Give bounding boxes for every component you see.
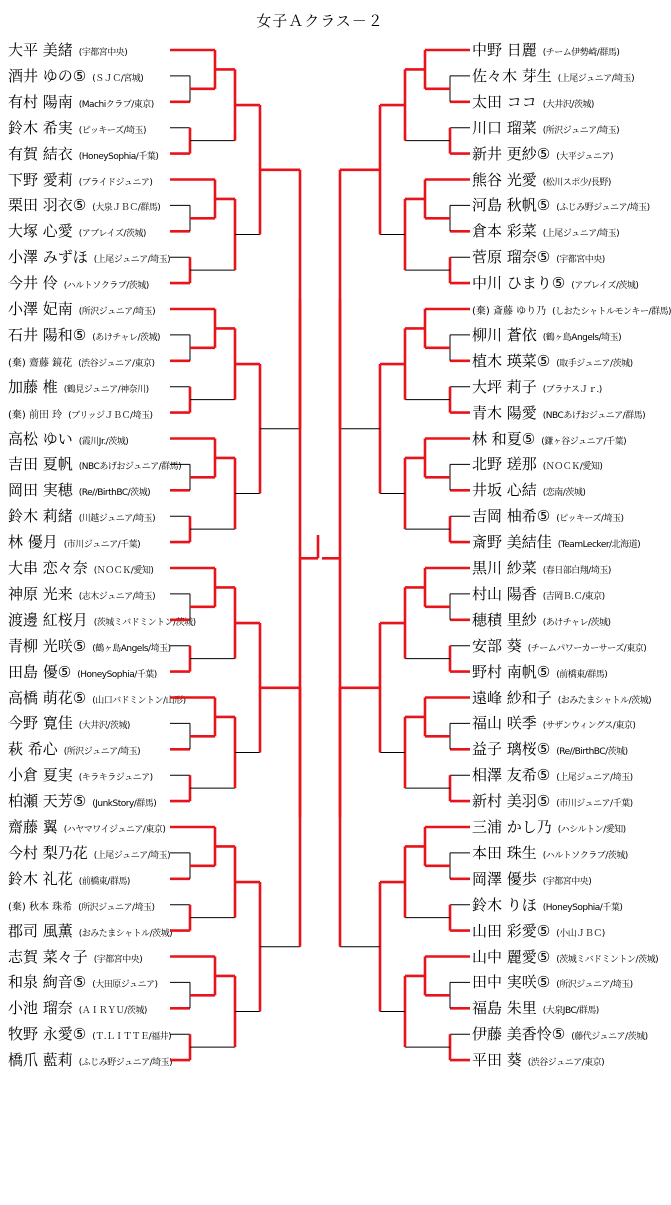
player-club: (小山ＪＢＣ) [556,928,605,939]
player-name: 遠峰 紗和子 [472,688,552,707]
player-name: 加藤 椎 [8,377,58,396]
player-club: (Re//BirthBC/茨城) [78,488,151,499]
player-club: (大井沢/茨城) [542,99,594,110]
player-club: (ＳＪＣ/宮城) [92,73,144,84]
player-name: 鈴木 礼花 [8,869,73,888]
player-club: (大田原ジュニア) [92,980,158,991]
player-name: 野村 南帆⑤ [472,662,551,681]
player-club: (恋南/茨城) [542,488,586,499]
player-club: (上尾ジュニア/埼玉) [556,773,633,784]
player-club: (NBCあげおジュニア/群馬) [542,410,646,421]
player-name: 伊藤 美香怜⑤ [472,1025,566,1044]
player-club: (チームパワーカーサーズ/東京) [527,643,647,654]
player-club: (茨城ミバドミントン/茨城) [556,954,659,965]
player-name: 吉田 夏帆 [8,455,73,474]
player-name: 柏瀬 天芳⑤ [8,792,87,811]
player-name: 井坂 心結 [472,481,537,500]
player-name: 青柳 光咲⑤ [8,636,87,655]
player-club: (アブレイズ/茨城) [78,229,146,240]
player-name: 山田 彩愛⑤ [472,921,551,940]
player-name: 黒川 紗菜 [472,559,537,577]
player-name: 相澤 友希⑤ [472,766,551,785]
player-name: 和泉 絢音⑤ [8,973,87,992]
player-name: 佐々木 芽生 [472,66,552,85]
player-name: 岡澤 優歩 [472,869,537,888]
player-name: 福島 朱里 [472,999,537,1018]
player-club: (キラキラジュニア) [78,773,153,784]
player-name: 大平 美緒 [8,41,73,59]
player-name: 新村 美羽⑤ [472,792,551,811]
player-name: 大塚 心愛 [8,222,73,241]
player-name: 倉本 彩菜 [472,222,537,241]
player-club: (宇都宮中央) [542,876,592,887]
player-club: (Machiクラブ/東京) [78,99,154,110]
player-club: (霞川Jr./茨城) [78,436,129,447]
player-club: (藤代ジュニア/茨城) [571,1032,648,1043]
player-name: 有賀 結衣 [8,144,73,163]
player-name: 今村 梨乃花 [8,843,88,862]
player-name: 林 優月 [8,533,58,552]
player-club: (渋谷ジュニア/東京) [78,358,155,369]
player-club: (大井沢/茨城) [78,721,130,732]
player-club: (ハルトソクラブ/茨城) [63,281,149,292]
player-name: 本田 珠生 [472,843,537,862]
player-name: 高松 ゆい [8,429,73,448]
player-club: (おみたまシャトル/茨城) [557,695,652,706]
player-club: (市川ジュニア/千葉) [556,799,633,810]
player-club: (鶴ヶ島Angels/埼玉) [92,643,171,654]
player-club: (所沢ジュニア/埼玉) [542,125,620,136]
player-name: 田中 実咲⑤ [472,973,551,992]
player-name: 熊谷 光愛 [472,170,537,189]
player-name: 志賀 菜々子 [8,947,88,966]
player-club: (ピッキーズ/埼玉) [78,125,147,136]
player-club: (渋谷ジュニア/東京) [527,1058,605,1069]
player-club: (所沢ジュニア/埼玉) [78,307,156,317]
player-name: (棄) 秋本 珠希 [8,901,73,913]
player-club: (チーム伊勢崎/群馬) [542,48,620,58]
player-name: 大坪 莉子 [472,377,537,396]
player-name: 小澤 妃南 [8,300,73,318]
player-name: 小池 瑠奈 [8,999,73,1018]
player-name: 斎野 美結佳 [472,533,552,552]
player-name: 菅原 瑠奈⑤ [472,248,551,267]
player-club: (市川ジュニア/千葉) [63,540,141,551]
player-club: (あけチャレ/茨城) [542,617,611,628]
player-club: (HoneySophia/千葉) [78,151,159,162]
player-club: (HoneySophia/千葉) [542,902,623,913]
player-club: (宇都宮中央) [93,954,143,965]
player-club: (ハルトソクラブ/茨城) [542,850,628,861]
player-club: (アブレイズ/茨城) [571,281,639,292]
player-name: (棄) 前田 玲 [8,409,63,421]
player-name: 酒井 ゆの⑤ [8,66,87,85]
player-club: (前橋東/群馬) [556,669,608,680]
player-club: (上尾ジュニア/埼玉) [542,229,620,240]
player-club: (志木ジュニア/埼玉) [78,591,156,602]
player-club: (ＡＩＲＹＵ/茨城) [78,1006,147,1017]
player-name: 北野 瑳那 [472,455,537,474]
player-club: (あけチャレ/茨城) [92,332,161,343]
player-name: 鈴木 りほ [472,895,537,914]
player-name: 福山 咲季 [472,714,537,733]
player-club: (大平ジュニア) [556,151,614,162]
player-name: 安部 葵 [472,636,522,655]
player-club: (しおたシャトルモンキー/群馬) [552,307,671,317]
player-name: 渡邊 紅桜月 [8,610,88,629]
player-club: (HoneySophia/千葉) [77,669,157,680]
player-name: 高橋 萌花⑤ [8,688,87,707]
player-name: 林 和夏⑤ [472,429,536,448]
player-name: 小倉 夏実 [8,766,73,785]
player-name: 三浦 かし乃 [472,818,552,836]
player-club: (ＮＯＣＫ/愛知) [93,566,154,576]
player-club: (Ｔ.ＬＩＴＴＥ/福井) [92,1032,172,1043]
player-club: (JunkStory/群馬) [92,799,157,810]
player-name: 植木 瑛菜⑤ [472,351,551,370]
player-name: 鈴木 希実 [8,118,73,137]
player-club: (ＮＯＣＫ/愛知) [542,462,603,473]
player-club: (ふじみ野ジュニア/埼玉) [556,203,650,214]
player-name: 今野 寛佳 [8,714,73,733]
player-name: 石井 陽和⑤ [8,325,87,344]
player-name: 新井 更紗⑤ [472,144,551,163]
player-name: 橋爪 藍莉 [8,1051,73,1070]
player-name: 今井 伶 [8,274,58,293]
player-club: (山口バドミントン/山形) [92,695,186,706]
player-club: (上尾ジュニア/埼玉) [93,255,171,266]
player-club: (春日部白翔/埼玉) [542,566,611,576]
player-club: (おみたまシャトル/茨城) [78,928,173,939]
player-name: 中野 日麗 [472,41,537,59]
player-club: (ふじみ野ジュニア/埼玉) [78,1058,173,1069]
player-name: 吉岡 柚希⑤ [472,507,551,526]
player-club: (大泉ＪＢＣ/群馬) [92,203,161,214]
player-name: 河島 秋帆⑤ [472,196,551,215]
player-club: (Re//BirthBC/茨城) [556,747,628,758]
player-club: (ブリッジＪＢＣ/埼玉) [68,410,153,421]
player-name: 益子 璃桜⑤ [472,740,551,759]
player-name: 太田 ココ [472,92,537,111]
player-name: 岡田 実穂 [8,481,73,500]
player-name: 栗田 羽衣⑤ [8,196,87,215]
player-club: (松川スポ少/長野) [542,177,611,188]
player-club: (上尾ジュニア/埼玉) [93,850,171,861]
player-club: (ハシルトン/愛知) [557,825,626,835]
player-name: 山中 麗愛⑤ [472,947,551,966]
player-club: (ブライドジュニア) [78,177,153,188]
player-club: (鶴見ジュニア/神奈川) [63,384,149,395]
player-club: (ハヤマワイジュニア/東京) [63,825,166,835]
player-name: 中川 ひまり⑤ [472,274,566,293]
player-club: (上尾ジュニア/埼玉) [557,73,635,84]
player-club: (TeamLecker/北海道) [557,540,641,551]
player-club: (所沢ジュニア/埼玉) [556,980,633,991]
player-name: 田島 優⑤ [8,662,72,681]
player-club: (川越ジュニア/埼玉) [78,514,156,525]
player-club: (吉岡Ｂ.Ｃ/東京) [542,591,605,602]
player-name: 有村 陽南 [8,92,73,111]
player-name: 大串 恋々奈 [8,559,88,577]
player-club: (前橋東/群馬) [78,876,130,887]
player-name: 平田 葵 [472,1051,522,1070]
player-name: 青木 陽愛 [472,403,537,422]
player-club: (取手ジュニア/茨城) [556,358,633,369]
player-name: 郡司 風薫 [8,921,73,940]
player-club: (宇都宮中央) [556,255,605,266]
player-club: (大泉JBC/群馬) [542,1006,599,1017]
player-name: 柳川 蒼依 [472,325,537,344]
player-name: 鈴木 莉緒 [8,507,73,526]
player-club: (ピッキーズ/埼玉) [556,514,624,525]
player-name: 村山 陽香 [472,584,537,603]
player-name: 齋藤 翼 [8,818,58,836]
player-name: 穂積 里紗 [472,610,537,629]
tournament-title: 女子Ａクラス－２ [256,12,384,30]
player-name: 神原 光来 [8,584,73,603]
player-club: (NBCあげおジュニア/群馬) [78,462,182,473]
player-club: (宇都宮中央) [78,48,128,58]
player-club: (ブラナスＪｒ.) [542,384,602,395]
player-club: (鶴ヶ島Angels/埼玉) [542,332,622,343]
player-club: (サザンウィングス/東京) [542,721,636,732]
player-name: (棄) 齋藤 鏡花 [8,357,73,369]
player-club: (鎌ヶ谷ジュニア/千葉) [541,436,627,447]
player-club: (所沢ジュニア/埼玉) [78,902,155,913]
player-club: (茨城ミバドミントン/茨城) [93,617,196,628]
player-name: (棄) 斎藤 ゆり乃 [472,306,547,317]
player-name: 小澤 みずほ [8,248,88,267]
player-name: 川口 瑠菜 [472,118,537,137]
player-club: (所沢ジュニア/埼玉) [63,747,141,758]
player-name: 下野 愛莉 [8,170,73,189]
player-name: 牧野 永愛⑤ [8,1025,87,1044]
player-name: 萩 希心 [8,740,58,759]
